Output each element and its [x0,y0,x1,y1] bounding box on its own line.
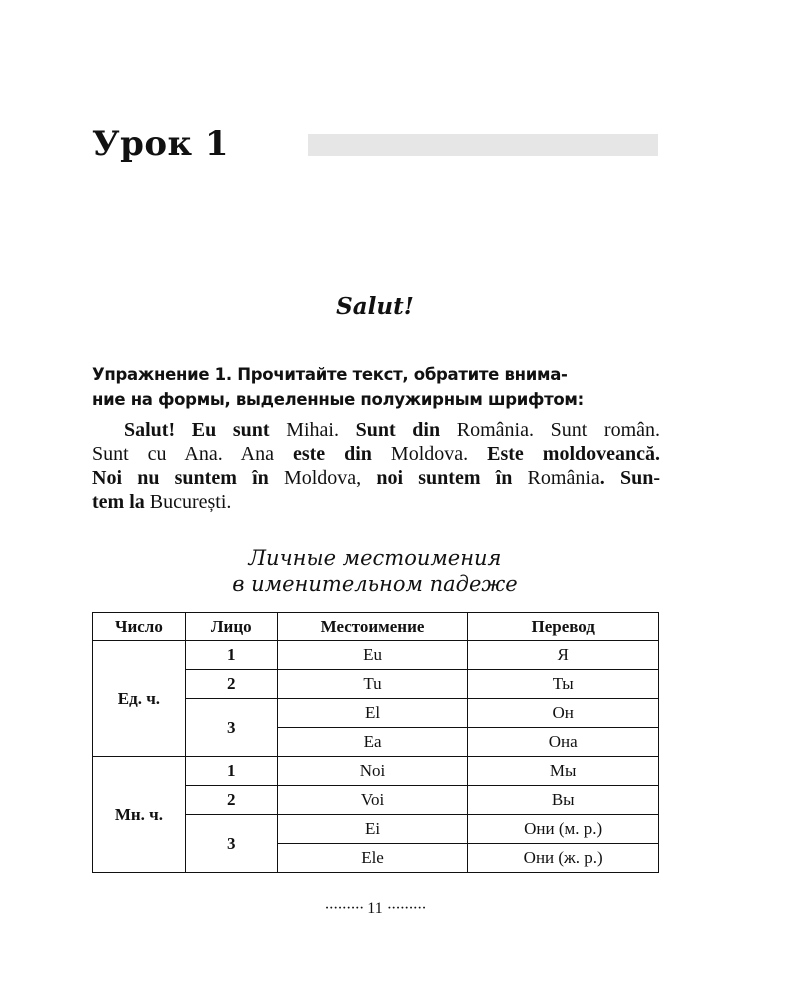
title-decoration-bar [308,134,658,156]
exercise-line-1: Упражнение 1. Прочитайте текст, обратите внима- [92,365,568,384]
page-dots-left: ········· [324,900,364,917]
reading-line-4 [92,490,660,514]
header-person: Лицо [185,613,277,641]
table-title-line-1: Личные местоимения [248,546,502,570]
translation-cell: Они (ж. р.) [468,844,659,873]
bold-fragment: este din [292,443,372,465]
regular-fragment: România [512,467,600,489]
pronoun-table [92,612,659,873]
translation-cell: Мы [468,757,659,786]
page-number-value: 11 [367,900,383,917]
bold-fragment: Noi nu suntem în [92,467,269,489]
header-pronoun: Местоимение [277,613,468,641]
table-row [93,757,659,786]
bold-fragment: Este moldoveancă. [487,443,661,465]
regular-fragment: Mihai. [269,419,356,441]
pronoun-cell: Eu [277,641,468,670]
lesson-title: Урок 1 [92,124,230,164]
person-cell: 3 [185,699,277,757]
regular-fragment: Moldova. [371,443,488,465]
person-cell: 3 [185,815,277,873]
pronoun-cell: Tu [277,670,468,699]
translation-cell: Я [468,641,659,670]
exercise-line-2: ние на формы, выделенные полужирным шрифтом: [92,390,584,409]
pronoun-cell: Ei [277,815,468,844]
number-cell: Ед. ч. [93,641,186,757]
regular-fragment: Moldova, [268,467,377,489]
regular-fragment: Sunt cu Ana. Ana [92,443,293,465]
pronoun-cell: Noi [277,757,468,786]
translation-cell: Ты [468,670,659,699]
translation-cell: Он [468,699,659,728]
translation-cell: Они (м. р.) [468,815,659,844]
pronoun-cell: Ea [277,728,468,757]
pronoun-cell: El [277,699,468,728]
reading-line-1 [92,418,660,442]
table-row [93,641,659,670]
regular-fragment: București. [144,491,232,513]
person-cell: 1 [185,757,277,786]
pronoun-cell: Voi [277,786,468,815]
reading-line-2 [92,442,660,466]
bold-fragment: noi suntem în [376,467,513,489]
person-cell: 1 [185,641,277,670]
regular-fragment: România. Sunt român. [440,419,661,441]
pronoun-cell: Ele [277,844,468,873]
translation-cell: Вы [468,786,659,815]
reading-line-3 [92,466,660,490]
bold-fragment: . Sun- [599,467,660,489]
header-number: Число [93,613,186,641]
table-title-line-2: в именительном падеже [232,572,518,596]
bold-fragment: tem la [92,491,145,513]
reading-text [92,418,660,514]
header-translation: Перевод [468,613,659,641]
bold-fragment: Sunt din [355,419,441,441]
text-title: Salut! [336,293,414,320]
exercise-instruction [92,362,660,412]
person-cell: 2 [185,786,277,815]
page-number [0,899,750,919]
table-header-row [93,613,659,641]
bold-fragment: Salut! Eu sunt [124,419,270,441]
number-cell: Мн. ч. [93,757,186,873]
table-title [0,545,750,597]
translation-cell: Она [468,728,659,757]
page-dots-right: ········· [386,900,426,917]
person-cell: 2 [185,670,277,699]
